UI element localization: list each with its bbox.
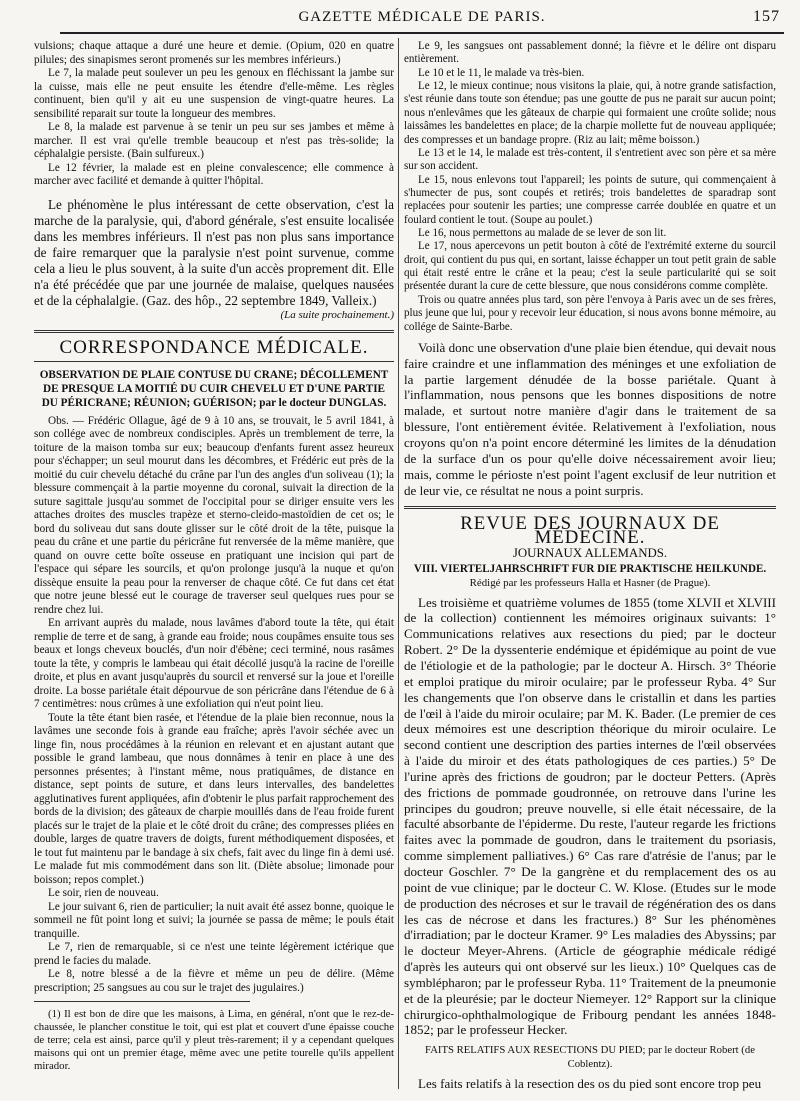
title-rule <box>34 361 394 362</box>
paragraph: Voilà donc une observation d'une plaie bien étendue, qui devait nous faire craindre et une inflammation des méninges et une exfoliation de la partie largement dénudée de la bosse pariétale. Quant à l'inflammation, nous pensons que les bonnes dispositions de notre malade, et surtout notre manière d'agir dans le traitement de sa blessure, l'ont entièrement évitée. Relativement à l'exfoliation, nous croyons qu'on n'a point encore déterminé les limites de la dénudation de la surface d'un os pour qu'elle doive nécessairement avoir lieu; mais, comme le périoste n'est point l'agent exclusif de leur nutrition et de leur vie, ce résultat ne nous a point surpris. <box>404 339 776 498</box>
journal-editors: Rédigé par les professeurs Halla et Hasner (de Prague). <box>469 577 711 590</box>
paragraph: En arrivant auprès du malade, nous lavâmes d'abord toute la tête, qui était remplie de terre et de sang, à grande eau froide; nous coupâmes ensuite tous ses beaux et longs cheveux bouclés, d'un noir d'ébène; ceci terminé, nous rasâmes toute la tête, y compris le lambeau qui était décollé jusqu'à la racine de l'oreille droite, et plus en avant jusqu'auprès du sourcil et renversé sur la joue et l'oreille droite. La bosse pariétale était dépourvue de son péricrâne dans l'étendue de 6 à 7 centimètres: nous crûmes à une exfoliation qui n'eut point lieu. <box>34 617 394 710</box>
paragraph: Le 7, rien de remarquable, si ce n'est une teinte légèrement ictérique que prend le facies du malade. <box>34 941 394 967</box>
paragraph: Le 10 et le 11, le malade va très-bien. <box>418 66 585 79</box>
section-title: CORRESPONDANCE MÉDICALE. <box>59 337 369 358</box>
paragraph: Trois ou quatre années plus tard, son père l'envoya à Paris avec un de ses frères, plus jeune que lui, pour y recevoir leur éducation, si nous avons bonne mémoire, au collége de Sainte-Barbe. <box>404 293 776 333</box>
paragraph: Toute la tête étant bien rasée, et l'étendue de la plaie bien reconnue, nous la lavâmes une seconde fois à grande eau fraîche; après l'avoir séchée avec un linge fin, nous procédâmes à la réunion en relevant et en ajustant autant que possible le grand lambeau, que nous donnâmes à tenir en place à une des personnes présentes; à l'instant même, nous pratiquâmes, de distance en distance, sept points de suture, et dans leurs intervalles, des bandelettes agglutinatives furent appliquées, afin d'obtenir le plus parfait rapprochement des bords de la division; des gâteaux de charpie mouillés dans de l'eau froide furent placés sur le trajet de la plaie et le côté droit du crâne; des compresses pliées en double, larges de quatre travers de doigts, furent méthodiquement disposées, et le tout fut maintenu par le bandage à six chefs, fait avec du linge fin à demi usé. Le malade fut mis commodément dans son lit. (Diète absolue; limonade pour boisson; repos complet.) <box>34 711 394 886</box>
paragraph: Le jour suivant 6, rien de particulier; la nuit avait été assez bonne, quoique le sommeil ne fût point long et suivi; la journée se passa de même; le pouls était tranquille. <box>34 900 394 940</box>
paragraph: Le 8, notre blessé a de la fièvre et même un peu de délire. (Même prescription; 25 sangsues au cou sur le trajet des jugulaires.) <box>34 968 394 994</box>
paragraph: Le 16, nous permettons au malade de se lever de son lit. <box>418 227 667 240</box>
paragraph: Le 7, la malade peut soulever un peu les genoux en fléchissant la jambe sur la cuisse, mais elle ne peut ensuite les étendre d'elle-même. Les règles continuent, bien qu'il y ait eu une suspension de vingt-quatre heures. La sensibilité reparait sur toute la longueur des membres. <box>34 67 394 120</box>
footnote: (1) Il est bon de dire que les maisons, à Lima, en général, n'ont que le rez-de-chaussée, le plancher constitue le toit, qui est plat et couvert d'une épaisse couche de terre; cela est ainsi, parce qu'il y pleut très-rarement; il y a cependant quelques maisons qui ont un premier étage, même avec une petite tourelle qu'ils appellent mirador. <box>34 1008 394 1072</box>
right-column <box>404 40 776 1091</box>
observation-title: OBSERVATION DE PLAIE CONTUSE DU CRANE; DÉCOLLEMENT DE PRESQUE LA MOITIÉ DU CUIR CHEVELU ET D'UNE PARTIE DU PÉRICRANE; RÉUNION; GUÉRISON; par le docteur DUNGLAS. <box>39 368 389 409</box>
continuation-note: (La suite prochainement.) <box>280 308 394 321</box>
paragraph: Le 17, nous apercevons un petit bouton à côté de l'extrémité externe du sourcil droit, qui contient du pus qui, en sortant, laisse échapper un tout petit grain de sable qui était resté entre le crâne et la peau; c'est la seule particularité qui se soit présentée durant la cure de cette blessure, que nous considérons comme complète. <box>404 240 776 293</box>
paragraph: Les troisième et quatrième volumes de 1855 (tome XLVII et XLVIII de la collection) contiennent les mémoires originaux suivants: 1° Communications relatives aux resections du pied; par le docteur Robert. 2° De la dyssenterie endémique et épidémique au point de vue de l'étiologie et de la pathologie; par le docteur A. Hirsch. 3° Théorie et emploi pratique du miroir oculaire; par le professeur Ryba. 4° Sur les changements que l'on observe dans le cristallin et dans les parties de l'œil à l'aide du miroir oculaire; par M. K. Bader. (Le premier de ces deux mémoires est une description théorique du miroir oculaire. Le second contient une description des parties internes de l'œil observées à l'aide du miroir et des états pathologiques de ces parties.) 5° De l'urine après des frictions de goudron; par le docteur Petters. (Après des frictions de pommade goudronnée, on retrouve dans l'urine les principes du goudron; preuve nouvelle, si elle était nécessaire, de la faculté absorbante de l'épiderme. Du reste, l'auteur regarde les frictions faites avec la pommade de goudron, dans le traitement du psoriasis, comme simplement palliatives.) 6° Cas rare d'atrésie de l'anus; par le docteur Goschler. 7° De la gangrène et du remplacement des os au point de vue clinique; par le docteur C. W. Klose. (Etudes sur le mode de production des nécroses et sur le travail de régénération des os dans les cas de nécrose et dans les fractures.) 8° Sur les phénomènes d'irradiation; par le docteur Kramer. 9° Les maladies des Abyssins; par le docteur Meyer-Ahrens. (Article de géographie médicale rédigé d'après les auteurs qui ont observé sur les lieux.) 10° Quelques cas de symblépharon; par le professeur Ryba. 11° Traitement de la pneumonie et de la pleurésie; par le docteur Niemeyer. 12° Rapport sur la clinique chirurgico-ophthalmologique de Fribourg pendant les années 1848-1852; par le professeur Hecker. <box>404 594 776 1038</box>
journal-heading: VIII. VIERTELJAHRSCHRIFT FUR DIE PRAKTISCHE HEILKUNDE. <box>413 563 767 576</box>
column-divider <box>398 38 399 1089</box>
section-subtitle: JOURNAUX ALLEMANDS. <box>512 546 668 561</box>
paragraph: Obs. — Frédéric Ollague, âgé de 9 à 10 ans, se trouvait, le 5 avril 1841, à son collége avec de nombreux condisciples. Après un tremblement de terre, la toiture de la maison tomba sur eux; beaucoup d'enfants furent assez heureux pour s'échapper; un seul mourut dans les décombres, et Frédéric eut près de la moitié du cuir chevelu détaché du crâne par l'un des angles d'un soliveau (1); la blessure commençait à la partie moyenne du coronal, suivait la direction de la suture sagittale jusqu'au sommet de l'occipital pour se diriger ensuite vers les attaches droites des muscles trapèze et sterno-cleido-mastoïdien de cet os; le bord du soliveau dut sans doute glisser sur le côté droit de la tête, puisque la peau du crâne et une partie du péricrâne fut renversée de la même manière, que quand on ouvre cette boîte osseuse en pratiquant une incision qui part de l'espace qui sépare les sourcils, et qu'on prolonge jusqu'à la nuque et qu'on dissèque ensuite la peau pour la renverser de chaque côté. Ce fut dans cet état que notre jeune blessé eut le courage de traverser seul quelques rues pour se rendre chez lui. <box>34 414 394 616</box>
paragraph: vulsions; chaque attaque a duré une heure et demie. (Opium, 020 en quatre pilules; des sinapismes seront promenés sur les membres inférieurs.) <box>34 40 394 66</box>
paragraph: Le 12 février, la malade est en pleine convalescence; elle commence à marcher avec facilité et demande à quitter l'hôpital. <box>34 161 394 187</box>
paragraph: Les faits relatifs à la resection des os du pied sont encore trop peu <box>418 1075 762 1091</box>
paragraph: Le 8, la malade est parvenue à se tenir un peu sur ses jambes et même à marcher. Il est vrai qu'elle tremble beaucoup et n'est pas très-solide; la céphalalgie persiste. (Bain sulfureux.) <box>34 121 394 160</box>
page-header <box>60 6 784 34</box>
page-number: 157 <box>753 8 780 25</box>
journal-title: GAZETTE MÉDICALE DE PARIS. <box>298 9 546 25</box>
left-column <box>34 40 394 1091</box>
section-divider <box>34 330 394 333</box>
paragraph: Le 15, nous enlevons tout l'appareil; les points de suture, qui commençaient à s'humecter de pus, sont coupés et retirés; trois bandelettes de sparadrap sont replacées pour soutenir les parties; une compresse carrée doublée en quatre et un foulard contient le tout. (Soupe au poulet.) <box>404 173 776 226</box>
paragraph: Le 12, le mieux continue; nous visitons la plaie, qui, à notre grande satisfaction, s'est réunie dans toute son étendue; pas une goutte de pus ne parait sur aucun point; nous n'enlevâmes que les gâteaux de charpie qui formaient une croûte solide; nous laissâmes les bandelettes en place; de la charpie mollette fut de nouveau appliquée; des compresses et un bandage propre. (Riz au lait; même boisson.) <box>404 80 776 146</box>
section-title: REVUE DES JOURNAUX DE MÉDECINE. <box>460 513 720 548</box>
paragraph: Le soir, rien de nouveau. <box>48 887 159 899</box>
paragraph: Le 9, les sangsues ont passablement donné; la fièvre et le délire ont disparu entièrement. <box>404 40 776 66</box>
paragraph: Le phénomène le plus intéressant de cette observation, c'est la marche de la paralysie, qui, d'abord générale, s'est ensuite localisée dans les membres inférieurs. Il n'est pas non plus sans importance de faire remarquer que la paralysie n'est point survenue, comme cela a lieu le plus souvent, à la suite d'un accès proprement dit. Elle n'a été précédée que par une journée de malaise, quelques nausées et de la céphalalgie. (Gaz. des hôp., 22 septembre 1849, Valleix.) <box>34 196 394 308</box>
article-heading: FAITS RELATIFS AUX RESECTIONS DU PIED; par le docteur Robert (de Coblentz). <box>425 1044 755 1071</box>
footnote-rule <box>34 1001 250 1002</box>
section-divider <box>404 506 776 509</box>
paragraph: Le 13 et le 14, le malade est très-content, il s'entretient avec son père et sa mère sur son accident. <box>404 146 776 173</box>
